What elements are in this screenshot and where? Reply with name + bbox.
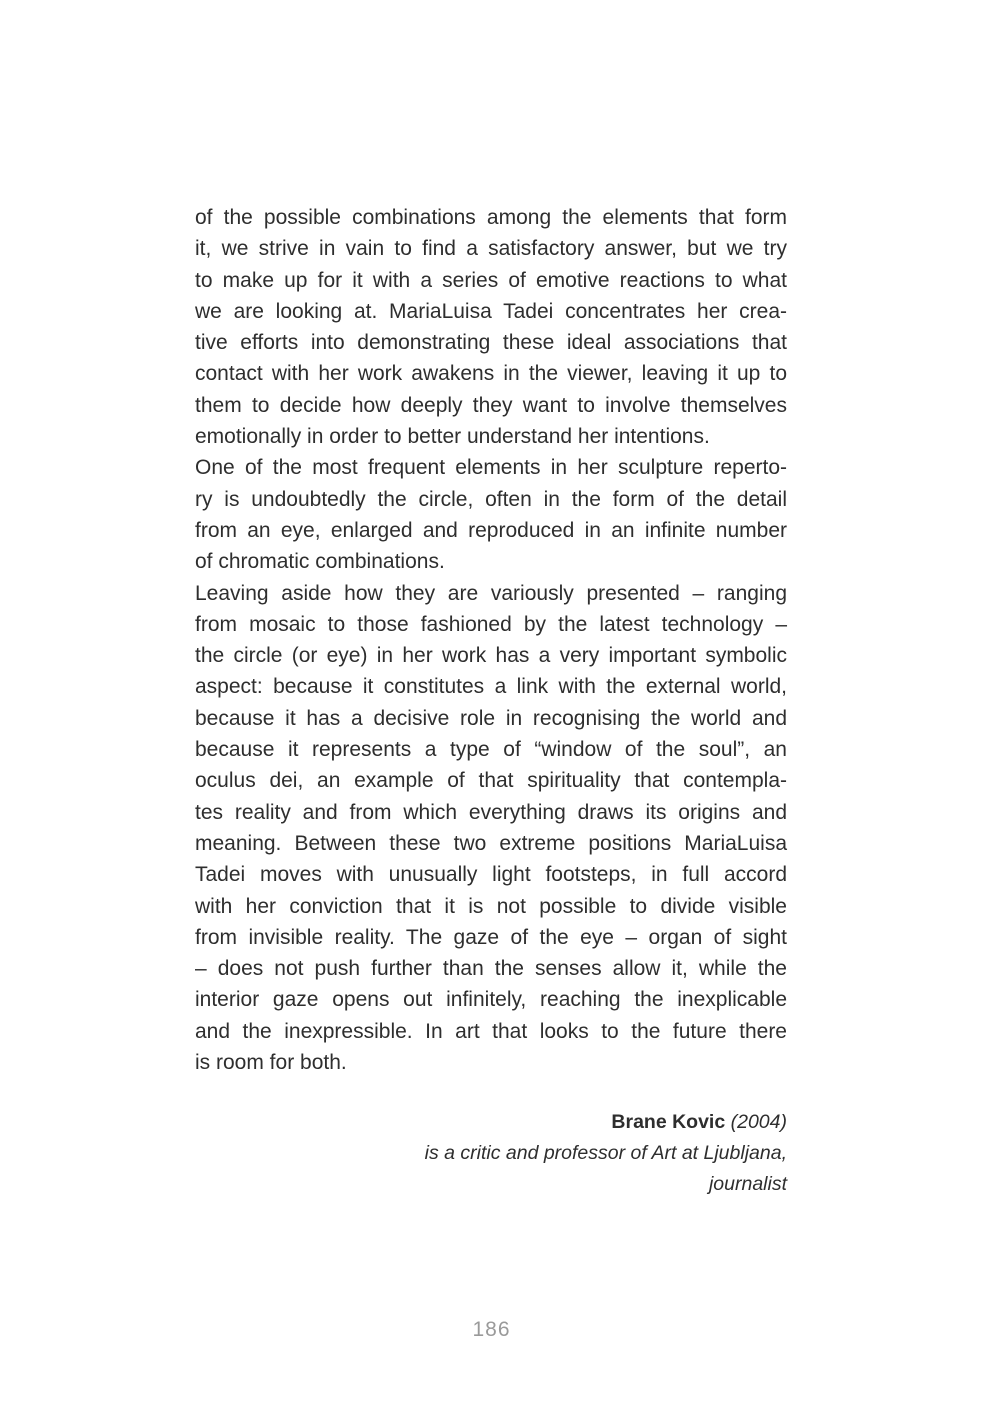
author-role: journalist: [708, 1173, 787, 1195]
body-line: the circle (or eye) in her work has a very important symbolic: [195, 644, 787, 668]
body-line: and the inexpressible. In art that looks to the future there: [195, 1019, 787, 1043]
body-line: contact with her work awakens in the viewer, leaving it up to: [195, 362, 787, 386]
body-line: emotionally in order to better understand her intentions.: [195, 425, 710, 449]
body-line: – does not push further than the senses allow it, while the: [195, 957, 787, 981]
page-number: 186: [472, 1318, 511, 1341]
body-line: One of the most frequent elements in her sculpture reperto-: [195, 456, 787, 480]
body-text: [195, 202, 787, 1078]
body-line: aspect: because it constitutes a link with the external world,: [195, 675, 787, 699]
signature-author-line: [425, 1107, 787, 1138]
body-line: Leaving aside how they are variously presented – ranging: [195, 581, 787, 605]
body-line: Tadei moves with unusually light footsteps, in full accord: [195, 863, 787, 887]
body-line: from mosaic to those fashioned by the latest technology –: [195, 612, 787, 636]
body-line: we are looking at. MariaLuisa Tadei concentrates her crea-: [195, 299, 787, 323]
body-line: because it has a decisive role in recognising the world and: [195, 706, 787, 730]
body-line: from invisible reality. The gaze of the eye – organ of sight: [195, 925, 787, 949]
author-description: is a critic and professor of Art at Ljubljana,: [424, 1142, 787, 1164]
body-line: tive efforts into demonstrating these ideal associations that: [195, 331, 787, 355]
body-line: meaning. Between these two extreme positions MariaLuisa: [195, 831, 787, 855]
body-line: of chromatic combinations.: [195, 550, 445, 574]
author-year: (2004): [730, 1111, 787, 1133]
body-line: is room for both.: [195, 1051, 347, 1075]
body-line: with her conviction that it is not possible to divide visible: [195, 894, 787, 918]
body-line: from an eye, enlarged and reproduced in an infinite number: [195, 518, 787, 542]
body-line: because it represents a type of “window of the soul”, an: [195, 738, 787, 762]
body-line: it, we strive in vain to find a satisfactory answer, but we try: [195, 237, 787, 261]
body-line: of the possible combinations among the elements that form: [195, 206, 787, 229]
body-line: interior gaze opens out infinitely, reaching the inexplicable: [195, 988, 787, 1012]
author-name: Brane Kovic: [611, 1111, 726, 1133]
author-signature: [425, 1107, 787, 1200]
body-line: ry is undoubtedly the circle, often in the form of the detail: [195, 487, 787, 511]
body-line: them to decide how deeply they want to involve themselves: [195, 393, 787, 417]
body-line: tes reality and from which everything draws its origins and: [195, 800, 787, 824]
body-line: oculus dei, an example of that spirituality that contempla-: [195, 769, 787, 793]
body-line: to make up for it with a series of emotive reactions to what: [195, 268, 787, 292]
